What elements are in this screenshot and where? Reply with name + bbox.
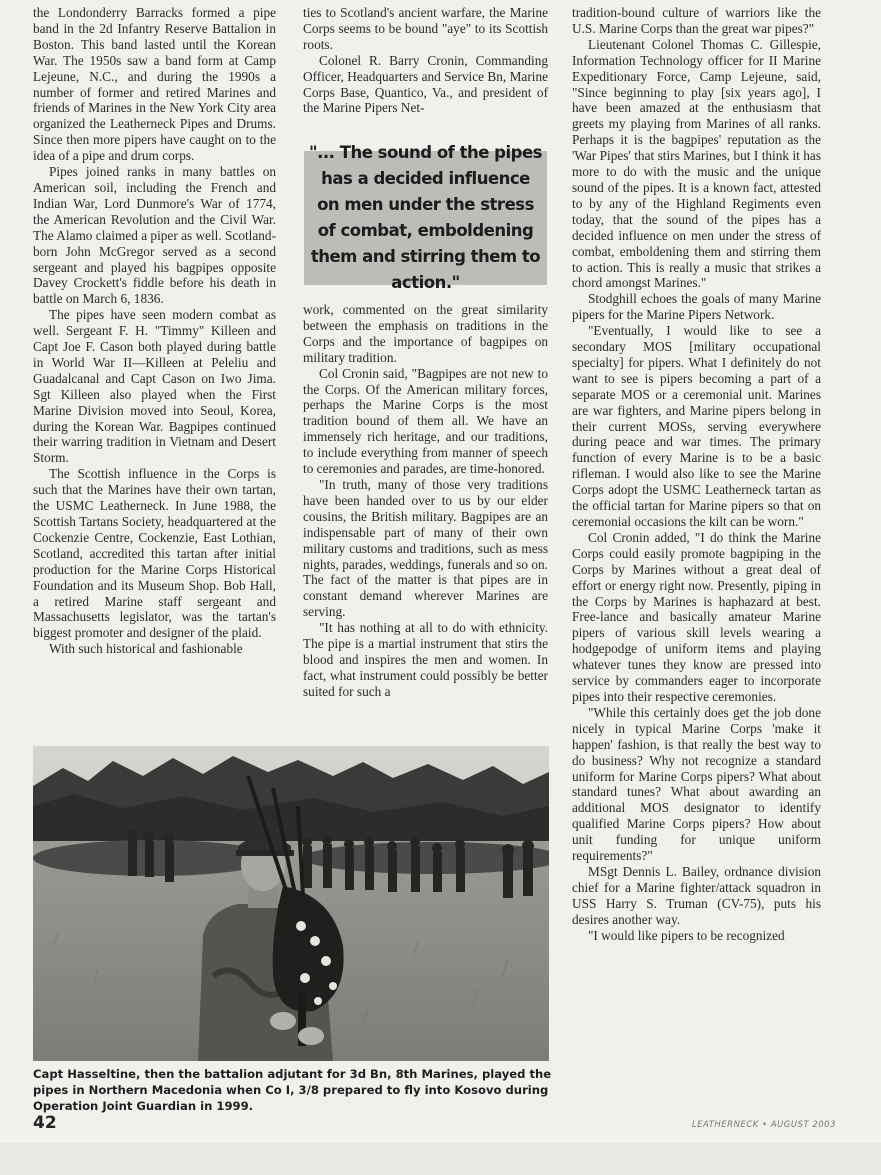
paragraph: Lieutenant Colonel Thomas C. Gillespie, Information Technology officer for II Marine Expeditionary Force, Camp Lejeune, said, "Since beginning to play [six years ago], I have been amazed at the enthusiasm that greets my playing from Marines of all ranks. Perhaps it is the bagpipes' reputation as the 'War Pipes' that stirs Marines, but I think it has more to do with the music and the unique sound of the pipes. It is a known fact, attested to by any of the Highland Regiments even today, that the sound of the pipes has a decided influence on men under the stress of combat, emboldening them and stirring them to action. This is really a music that strikes a chord amongst Marines." [572,36,821,291]
paragraph: Colonel R. Barry Cronin, Commanding Officer, Headquarters and Service Bn, Marine Corps Base, Quantico, Va., and president of the Marine Pipers Net- [303,52,548,116]
paragraph: Col Cronin said, "Bagpipes are not new to the Corps. Of the American military forces, perhaps the Marine Corps is the most tradition bound of them all. We have an immensely rich heritage, and our traditions, to include everything from manner of speech to ceremonies and parades, are time-honored. [303,365,548,477]
article-column-2-bottom [303,302,548,700]
article-column-2-top [303,5,548,116]
article-column-1 [33,5,276,657]
article-column-3 [572,5,821,943]
paragraph: the Londonderry Barracks formed a pipe band in the 2d Infantry Reserve Battalion in Boston. This band lasted until the Korean War. The 1950s saw a band form at Camp Lejeune, N.C., and during the 1990s a number of former and retired Marines and friends of Marines in the New York City area organized the Leatherneck Pipes and Drums. Since then more pipers have caught on to the idea of a pipe and drum corps. [33,5,276,164]
page-bottom-margin [0,1143,881,1175]
pull-quote [304,143,547,292]
paragraph: "I would like pipers to be recognized [588,927,785,943]
publication-footer: LEATHERNECK • AUGUST 2003 [691,1120,836,1130]
page-number: 42 [33,1113,57,1133]
paragraph: "While this certainly does get the job done nicely in typical Marine Corps 'make it happen' fashion, is that really the best way to do business? Why not recognize a standard uniform for Marine Corps pipers? What about standard tunes? What about awarding an additional MOS designator to identify qualified Marine Corps pipers? How about unit funding for unique uniform requirements?" [572,704,821,864]
paragraph: MSgt Dennis L. Bailey, ordnance division chief for a Marine fighter/attack squadron in USS Harry S. Truman (CV-75), puts his desires another way. [572,863,821,927]
photo-caption: Capt Hasseltine, then the battalion adjutant for 3d Bn, 8th Marines, played the pipes in Northern Macedonia when Co I, 3/8 prepared to fly into Kosovo during Operation Joint Guardian in 1999. [33,1067,552,1113]
paragraph: Col Cronin added, "I do think the Marine Corps could easily promote bagpiping in the Corps by Marines without a great deal of effort or energy right now. Presently, piping in the Corps by Marines is haphazard at best. Free-lance and basically amateur Marine pipers of various skill levels wearing a hodgepodge of uniform items and playing whatever tunes they know are pressed into service by commanders eager to incorporate pipes into their respective ceremonies. [572,529,821,704]
paragraph: "Eventually, I would like to see a secondary MOS [military occupational specialty] for pipers. What I definitely do not want to see is pipers becoming a part of a separate MOS or a ceremonial unit. Marines are war fighters, and Marine pipers belong in their current MOSs, serving everywhere during peace and war times. The primary function of every Marine is to be a basic rifleman. I would also like to see the Marine Corps adopt the USMC Leatherneck tartan as the official tartan for Marine pipers so that on ceremonial occasions the kilt can be worn." [572,323,821,529]
bagpiper-photo [33,746,549,1061]
paragraph: ties to Scotland's ancient warfare, the Marine Corps seems to be bound "aye" to its Scottish roots. [303,5,548,52]
paragraph: Pipes joined ranks in many battles on American soil, including the French and Indian War, Lord Dunmore's War of 1774, the American Revolution and the Civil War. The Alamo claimed a piper as well. Scotland-born John McGregor served as a second sergeant and played his bagpipes opposite Davey Crockett's fiddle before his death in battle on March 6, 1836. [33,164,276,307]
paragraph: work, commented on the great similarity between the emphasis on traditions in the Corps and the importance of bagpipes on military tradition. [303,302,548,365]
paragraph: tradition-bound culture of warriors like the U.S. Marine Corps than the great war pipes?" [572,5,821,36]
paragraph: With such historical and fashionable [49,641,243,657]
bagpiper-illustration [33,746,549,1061]
pull-quote-text: "... The sound of the pipes has a decided influence on men under the stress of combat, emboldening them and stirring them to action." [309,143,542,292]
paragraph: The Scottish influence in the Corps is such that the Marines have their own tartan, the USMC Leatherneck. In June 1988, the Scottish Tartans Society, headquartered at the Cockenzie Centre, Cockenzie, East Lothian, Scotland, accredited this tartan after initial production for the Marine Corps Historical Foundation and its Museum Shop. Bob Hall, a retired Marine staff sergeant and Massachusetts legislator, was the tartan's biggest promoter and designer of the plaid. [33,466,276,641]
paragraph: "In truth, many of those very traditions have been handed over to us by our elder cousins, the British military. Bagpipes are an indispensable part of many of their own military customs and traditions, such as mess nights, parades, weddings, funerals and so on. The fact of the matter is that pipes are in constant demand wherever Marines are serving. [303,476,548,620]
paragraph: The pipes have seen modern combat as well. Sergeant F. H. "Timmy" Killeen and Capt Joe F. Cason both played during battle in World War II—Killeen at Peleliu and Guadalcanal and Capt Cason on Iwo Jima. Sgt Killeen also played when the First Marine Division moved into Seoul, Korea, during the Korean War. Bagpipes continued their warring tradition in Vietnam and Desert Storm. [33,307,276,466]
paragraph: "It has nothing at all to do with ethnicity. The pipe is a martial instrument that stirs the blood and inspires the men and women. In fact, what instrument could possibly be better suited for such a [303,620,548,699]
paragraph: Stodghill echoes the goals of many Marine pipers for the Marine Pipers Network. [572,291,821,323]
